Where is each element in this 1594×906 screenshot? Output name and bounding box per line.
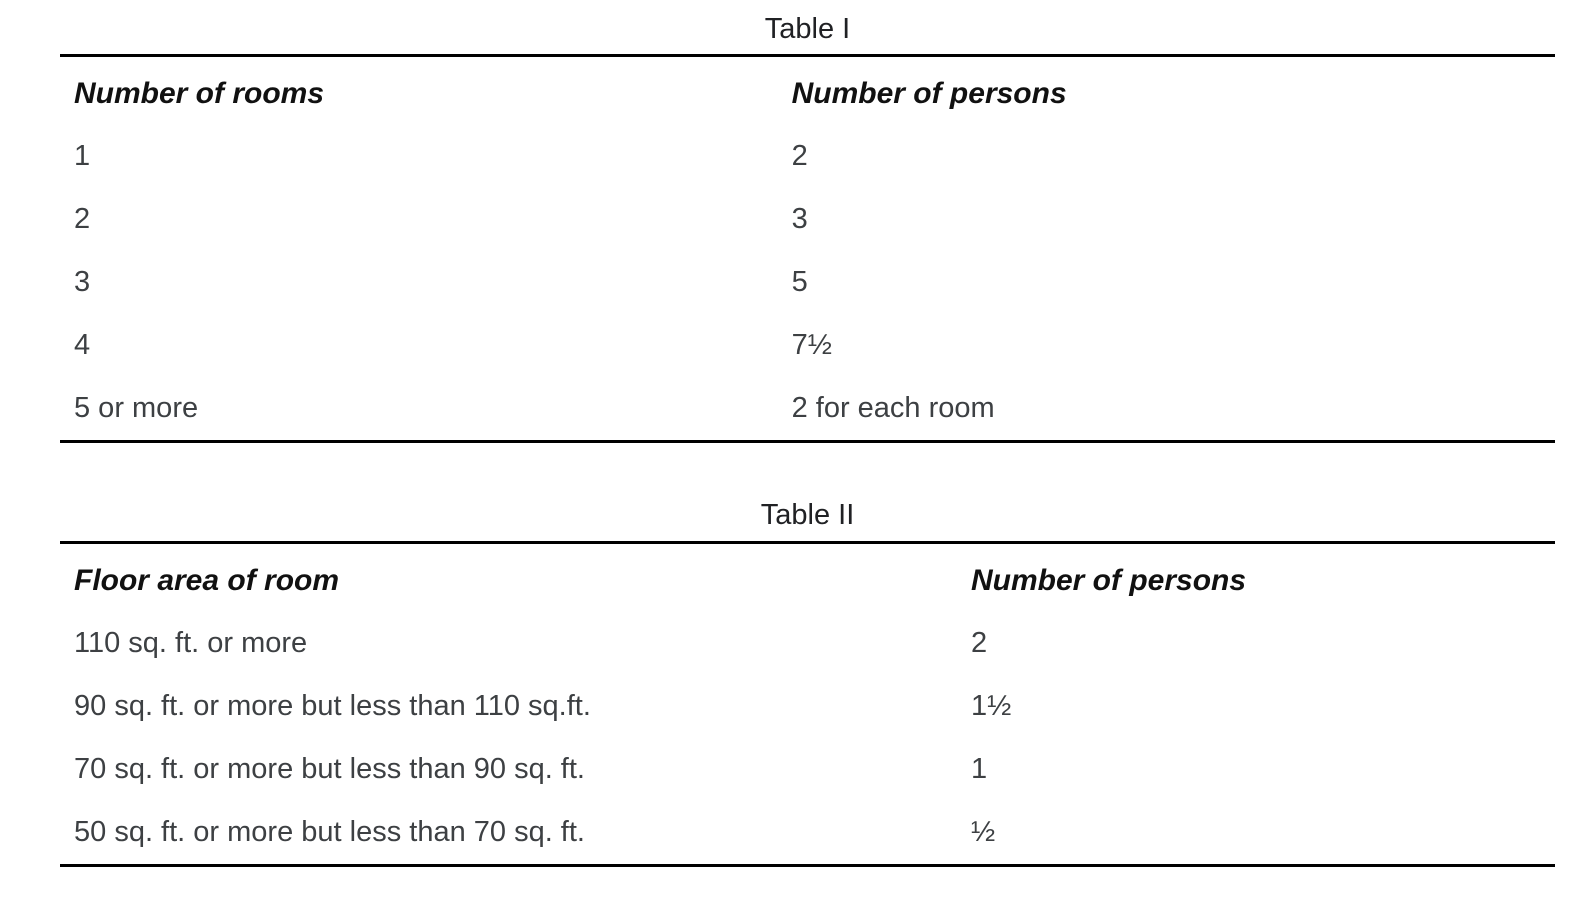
table-cell-floor-area: 90 sq. ft. or more but less than 110 sq.ft. — [74, 690, 591, 722]
table1-caption: Table I — [764, 13, 851, 45]
table-cell-rooms: 4 — [74, 329, 91, 361]
table-cell-rooms: 5 or more — [74, 392, 199, 424]
table-row — [60, 675, 1555, 738]
table2-header-floor-area: Floor area of room — [74, 564, 340, 597]
table2-header-number-of-persons: Number of persons — [971, 564, 1247, 597]
table-cell-persons: 7½ — [791, 329, 832, 361]
document-body — [60, 0, 1555, 867]
table-cell-persons: 3 — [791, 203, 808, 235]
table-cell-persons: 2 — [971, 627, 988, 659]
table-row — [60, 612, 1555, 675]
table-row — [60, 188, 1555, 251]
table-cell-persons: 2 for each room — [791, 392, 995, 424]
table-row — [60, 377, 1555, 442]
table-cell-floor-area: 70 sq. ft. or more but less than 90 sq. ft. — [74, 753, 585, 785]
table-cell-persons: 1½ — [971, 690, 1012, 722]
table-cell-persons: 5 — [791, 266, 808, 298]
table-cell-persons: ½ — [971, 816, 996, 848]
table-cell-persons: 2 — [791, 140, 808, 172]
table1-header-row — [60, 56, 1555, 126]
table1-header-number-of-persons: Number of persons — [791, 77, 1067, 110]
table-row — [60, 251, 1555, 314]
table-cell-rooms: 1 — [74, 140, 91, 172]
table-cell-floor-area: 110 sq. ft. or more — [74, 627, 308, 659]
table-row — [60, 125, 1555, 188]
table-row — [60, 738, 1555, 801]
table-cell-rooms: 3 — [74, 266, 91, 298]
table2-header-row — [60, 543, 1555, 613]
table1-header-number-of-rooms: Number of rooms — [74, 77, 325, 110]
table-cell-floor-area: 50 sq. ft. or more but less than 70 sq. ft. — [74, 816, 585, 848]
table-row — [60, 801, 1555, 866]
table2-floor-area-persons — [60, 541, 1555, 867]
table-cell-rooms: 2 — [74, 203, 91, 235]
table-row — [60, 314, 1555, 377]
table-cell-persons: 1 — [971, 753, 988, 785]
table2-caption: Table II — [760, 499, 855, 531]
table1-rooms-persons — [60, 54, 1555, 443]
